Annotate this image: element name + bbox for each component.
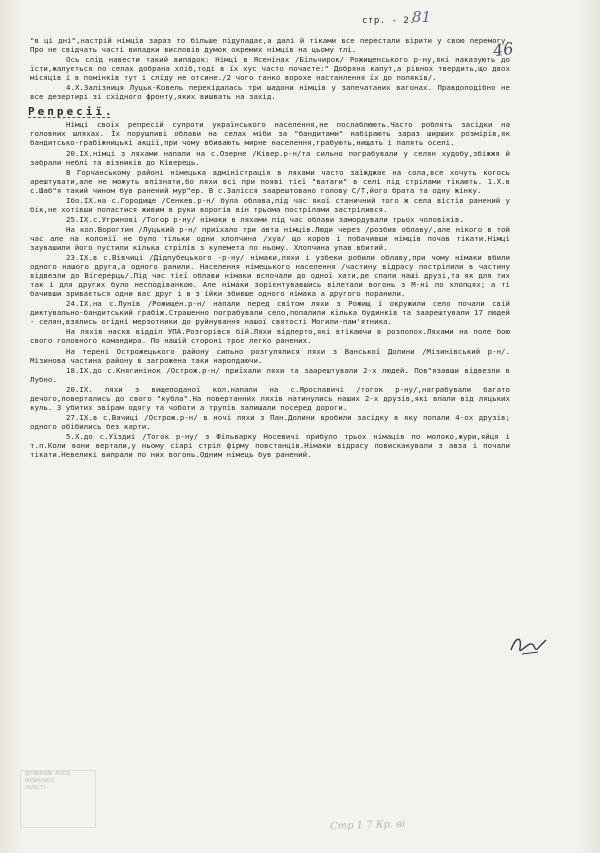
stamp-line: ОБЛАСТІ (25, 785, 47, 791)
handwritten-signature (508, 632, 548, 660)
paragraph: 20.ІХ. ляхи з вищеподаної кол.напали на с.Ярославичі /тогок р-ну/,награбували багато дечого,повертались до свого "кубла".На повертанних ляхів натинулись наших 2-х друзів,які впали від ляцьких куль. З убитих звірам одягу та чоботи а трупів залишали посеред дороги. (30, 384, 510, 412)
paragraph: 4.Х.Залізниця Луцьк-Ковель перекідалась три шадони німців у запечатаних вагонах. Правдоподібно не все дезертирі зі східного фронту,яких вишвать на захід. (30, 83, 510, 102)
paragraph: На ляхів наскв відділ УПА.Розгорівся бій.Ляхи відперто,які втікаючи в розполох.Ляхами на поле бою свого головного командира. По нашій стороні троє легко ранених. (30, 327, 510, 346)
corner-handwritten-number: 46 (491, 38, 515, 61)
stamp-line: ДЕРЖАВНИЙ АРХІВ (25, 771, 71, 777)
section-title: Репресії. (28, 105, 115, 119)
paragraph: Німці своїх репресій супроти українського населення,не послаблюють.Часто роблять засідки на головних шляхах. Їх порушливі облави на селах міби за "бандитами" набірають зараз ширших розмірів,як бандитсько-грабіжницькі акції,при чому вбивають мирне населення,грабують,нищать і палять оселі. (30, 120, 510, 148)
paragraph: 25.ІХ.с.Угринові /Тогор р-ну/ німаки в ляхами під час облави замордували трьох чоловіків. (66, 214, 464, 224)
paragraph: 27.ІХ.в с.Вачиці /Острож.р-н/ в ночі ляхи з Пан.Долини вробили засідку в яку попали 4-ох друзів; одного обібились без карти. (30, 412, 510, 431)
paragraph: "в ці дні",настрій німців зараз то більше підупадає,а далі й тіками все перестали вірити у свою перемогу. Про не свідчать часті випадки висловів думок окремих німців на цьому тлі. (30, 36, 510, 55)
paragraph: Ось слід навести такий випадок: Німці в Ясенінах /Більчирок/ Рожищенського р-ну,які наказують до їсти,жалується по селах добрана хліб,тоді в їх хус часто почаєте:" Добряна капут,а рівнох твердить,що двох місяців і в помінків тут і сліду не отсине./2 чого ганко ворохе настанлення їх до поляків/. (30, 55, 510, 83)
paragraph: В Горчанському районі німецька адміністрація в ляхами часто заїжджає на сола,все хочуть когось арештувати,але не можуть впізнати,бо ляхи всі при появі тієї "ватаги" в селі під стрілами тікають. 1.Х.в с.Шаб"я такий чином був ранений мур"ер. В с.Залісся заарештовано голову С/Т,його брата та одну жінку. (30, 167, 510, 195)
page-header (330, 8, 490, 36)
archive-stamp-number: 81 (412, 8, 432, 26)
paragraph: 18.ІХ.до с.Княгинінок /Острож.р-н/ приїхали ляхи та заарештували 2-х людей. Пов"язавши відвезли в Лубно. (30, 365, 510, 384)
paragraph: 24.ІХ.на с.Лунів /Рожищен.р-н/ напали перед світом ляхи з Рожищ і окружили село почали свій диктувально-бандитський грабіж.Страшенно пограбували село,попалили кілька будинків та заарештували 17 людей - селян,взялись огідні мерзотники до руйнування нашої святості Могили-пам'ятника. (30, 299, 510, 327)
paragraph: На кол.Ворогтин /Луцький р-н/ приїхало три авта німців.Люди через /розбив облаву/,але нікого в той час але на колонії не було тільки одни хлопчина /хуа/ що коров і побачивши німців почав тікати.Німці заувашили його пустили кілька стрілів з кулемета по ньому. Хлопчина упав вбитий. (30, 224, 510, 252)
archive-stamp-faded (20, 770, 96, 828)
stamp-line: ВОЛИНСЬКОЇ (25, 778, 56, 784)
page-number: стр. - 2. (362, 16, 416, 26)
paragraph: На терені Острожецького району сильно розгулялися ляхи з Ванської Долини /Мізинівський р-н/. Мізинова частина району в загрожена таки наропдаючи. (30, 346, 510, 365)
paragraph: Ібо.ІХ.на с.Городище /Сенкев.р-н/ була облава,під час якої станичний того ж села вістів ранений у бік,не хотівши попастися живим в руки ворогів він трьома пострілами застрілився. (30, 195, 510, 214)
document-body (30, 36, 510, 460)
paragraph: 5.Х.до с.Уїздиі /Тогок р-ну/ з Фільварку Носевичі прибуло трьох німаців по молоко,жури,яйця і т.п.Коли вони вертали,у ньому сіарі стріл фірму повстанців.Німаки відрасу повискакували з авза і почали тікати.Невеликі вилрали по них вогонь.Одним німець був ранений. (30, 431, 510, 460)
paragraph: 20.ІХ.німці з ляхами напали на с.Озерне /Ківер.р-н/та сильно пограбували у селян худобу,збіжжя й забрали неблі та візників до Ківерець. (30, 148, 510, 167)
bleed-through-text: Стр 1 7 Кр. ві (329, 818, 406, 833)
paragraph: 23.ІХ.в с.Вівчиці /Дідпубецького -р-ну/ німаки,ляхи і узбеки робили облаву,при чому німаки вбили одного нашого друга,а одного ранили. Населення німецького населення /частину відрасу пострілили в частину відвезли до Вігерерць/.Під час тієї облави німаки вспочали до одної хати,де спали наші друзі,та як для тих так і для других було несподіванкою. Але німаки зорієнтувавшись вілетали вогонь з М-ні по хлопцях; а ті бачивши зривається одни вас друг і в з ійки збивше одного німака а другого поранили. (30, 253, 510, 299)
